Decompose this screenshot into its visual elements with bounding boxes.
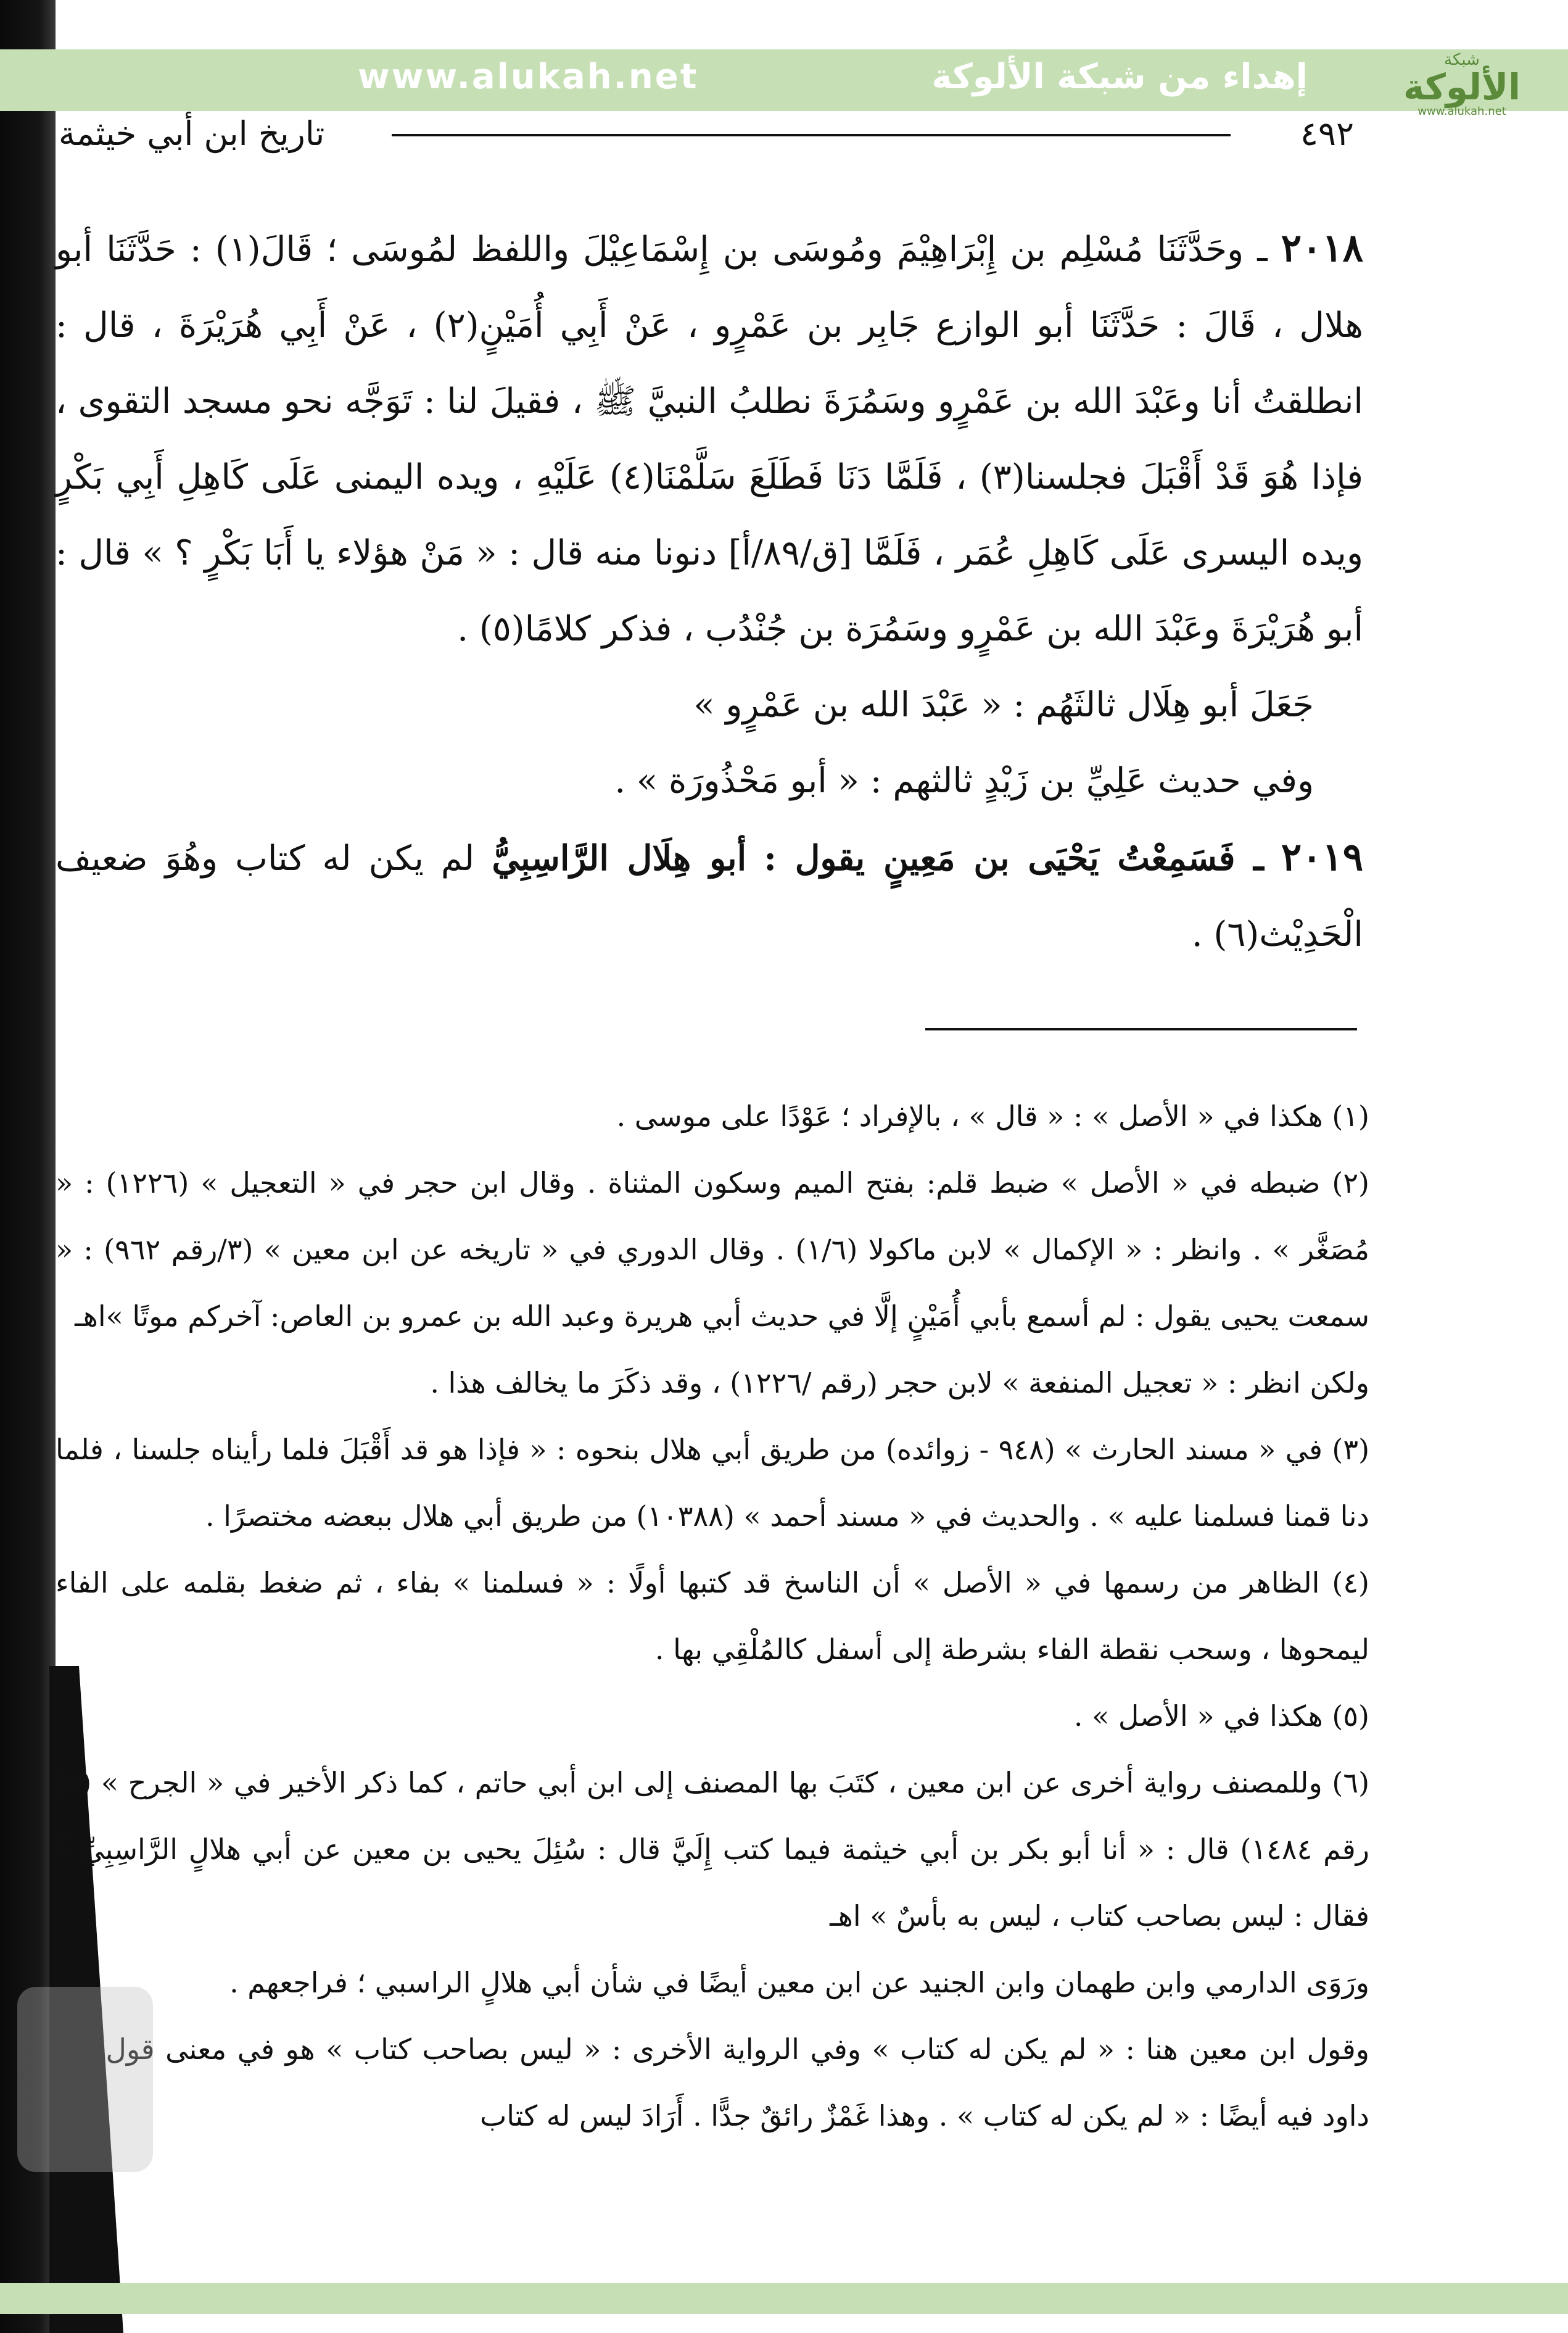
logo-url: www.alukah.net (1417, 105, 1506, 118)
footnote: وقول ابن معين هنا : « لم يكن له كتاب » وفي الرواية الأخرى : « ليس بصاحب كتاب » هو في معنى قول أبي داود فيه أيضًا : « لم يكن له كتاب » . وهذا غَمْزٌ رائقٌ جدًّا . أَرَادَ ليس له كتاب (56, 2033, 1369, 2132)
watermark-logo (17, 1987, 153, 2172)
hadith-lead: ـ فَسَمِعْتُ يَحْيَى بن مَعِينٍ يقول : (764, 838, 1264, 879)
hadith-text: لم يكن له كتاب وهُوَ ضعيف الْحَدِيْث(٦) . (56, 839, 1363, 955)
scan-left-edge (0, 0, 56, 2333)
hadith-2018 (56, 210, 1363, 667)
footnote: (٦) وللمصنف رواية أخرى عن ابن معين ، كتَبَ بها المصنف إلى ابن أبي حاتم ، كما ذكر الأخير في « الجرح » (٧/رقم ١٤٨٤) قال : « أنا أبو بكر بن أبي خيثمة فيما كتب إِلَيَّ قال : سُئِلَ يحيى بن معين عن أبي هلالٍ الرَّاسِبِيِّ ؟ فقال : ليس بصاحب كتاب ، ليس به بأسٌ » اهـ (56, 1766, 1370, 1933)
footnote: ورَوَى الدارمي وابن طهمان وابن الجنيد عن ابن معين أيضًا في شأن أبي هلالٍ الراسبي ؛ فراجعهم . (229, 1966, 1369, 1999)
footnote: (٣) في « مسند الحارث » (٩٤٨ - زوائده) من طريق أبي هلال بنحوه : « فإذا هو قد أَقْبَلَ فلما رأيناه جلسنا ، فلما دنا قمنا فسلمنا عليه » . والحديث في « مسند أحمد » (١٠٣٨٨) من طريق أبي هلال ببعضه مختصرًا . (56, 1433, 1370, 1533)
footnote-separator (925, 1028, 1357, 1030)
book-title: تاريخ ابن أبي خيثمة (59, 114, 325, 153)
logo-top: شبكة (1444, 51, 1480, 69)
page-number: ٤٩٢ (1300, 114, 1354, 153)
footnotes (56, 1083, 1369, 2149)
banner-title: إهداء من شبكة الألوكة (931, 57, 1308, 97)
narrator-name: أبو هِلَال الرَّاسِبِيُّ (492, 838, 747, 879)
footnote: (١) هكذا في « الأصل » : « قال » ، بالإفراد ؛ عَوْدًا على موسى . (616, 1100, 1369, 1133)
hadith-text: ـ وحَدَّثَنَا مُسْلِم بن إِبْرَاهِيْمَ ومُوسَى بن إِسْمَاعِيْلَ واللفظ لمُوسَى ؛ قَالَ(١) : حَدَّثَنَا أبو هلال ، قَالَ : حَدَّثَنَا أبو الوازع جَابِر بن عَمْرٍو ، عَنْ أَبِي أُمَيْنٍ(٢) ، عَنْ أَبِي هُرَيْرَةَ ، قال : انطلقتُ أنا وعَبْدَ الله بن عَمْرٍو وسَمُرَةَ نطلبُ النبيَّ ﷺ ، فقيلَ لنا : تَوَجَّه نحو مسجد التقوى ، فإذا هُوَ قَدْ أَقْبَلَ فجلسنا(٣) ، فَلَمَّا دَنَا فَطَلَعَ سَلَّمْنَا(٤) عَلَيْهِ ، ويده اليمنى عَلَى كَاهِلِ أَبِي بَكْرٍ ويده اليسرى عَلَى كَاهِلِ عُمَر ، فَلَمَّا [ق/٨٩/أ] دنونا منه قال : « مَنْ هؤلاء يا أَبَا بَكْرٍ ؟ » قال : أبو هُرَيْرَةَ وعَبْدَ الله بن عَمْرٍو وسَمُرَة بن جُنْدُب ، فذكر كلامًا(٥) . (56, 230, 1364, 649)
footnote: (٤) الظاهر من رسمها في « الأصل » أن الناسخ قد كتبها أولًا : « فسلمنا » بفاء ، ثم ضغط بقلمه على الفاء ليمحوها ، وسحب نقطة الفاء بشرطة إلى أسفل كالمُلْقِي بها . (56, 1566, 1369, 1666)
hadith-number: ٢٠١٩ (1281, 834, 1364, 879)
remark-2: وفي حديث عَلِيِّ بن زَيْدٍ ثالثهم : « أبو مَحْذُورَة » . (614, 761, 1314, 801)
header-rule (392, 134, 1231, 136)
footnote: (٢) ضبطه في « الأصل » ضبط قلم: بفتح الميم وسكون المثناة . وقال ابن حجر في « التعجيل » (١٢٢٦) : « مُصَغَّر » . وانظر : « الإكمال » لابن ماكولا (١/٦) . وقال الدوري في « تاريخه عن ابن معين » (٣/رقم ٩٦٢) : « سمعت يحيى يقول : لم أسمع بأبي أُمَيْنٍ إلَّا في حديث أبي هريرة وعبد الله بن عمرو بن العاص: آخركم موتًا »اهـ (56, 1166, 1369, 1333)
logo-main: الألوكة (1403, 66, 1521, 108)
hadith-2019 (56, 819, 1363, 972)
alukah-logo (1376, 51, 1548, 118)
bottom-bar (0, 2283, 1568, 2314)
banner-url[interactable]: www.alukah.net (358, 57, 699, 97)
footnote: ولكن انظر : « تعجيل المنفعة » لابن حجر (رقم /١٢٢٦) ، وقد ذكَرَ ما يخالف هذا . (430, 1366, 1369, 1399)
running-head (59, 114, 1354, 157)
footnote: (٥) هكذا في « الأصل » . (1073, 1699, 1369, 1733)
alukah-banner (0, 49, 1568, 111)
main-text (56, 210, 1363, 972)
hadith-number: ٢٠١٨ (1281, 225, 1363, 270)
remark-1: جَعَلَ أبو هِلَال ثالثَهُم : « عَبْدَ الله بن عَمْرٍو » (693, 685, 1314, 725)
